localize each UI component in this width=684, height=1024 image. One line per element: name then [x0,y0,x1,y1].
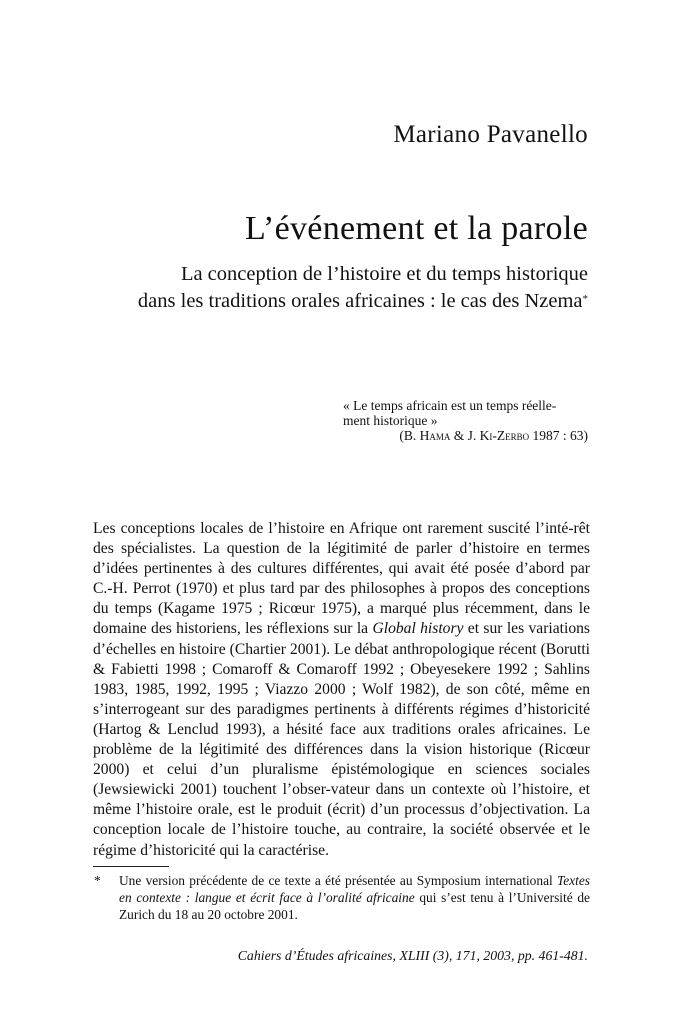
footnote-text-part-1: Une version précédente de ce texte a été présentée au Symposium international [119,873,558,888]
body-text-part-1: Les conceptions locales de l’histoire en Afrique ont rarement suscité l’inté-rêt des spécialistes. La question de la légitimité de parler d’histoire en termes d’idées pertinentes à des cultures différentes, qui avait été posée d’abord par C.-H. Perrot (1970) et plus tard par des philosophes à propos des conceptions du temps (Kagame 1975 ; Ricœur 1975), a marqué plus récemment, dans le domaine des historiens, les réflexions sur la [93,520,590,638]
epigraph-source-open: (B. [399,428,420,443]
epigraph-quote-line-1: « Le temps africain est un temps réelle- [343,398,557,413]
subtitle-footnote-mark[interactable]: * [582,293,588,305]
epigraph-source-close: 1987 : 63) [529,428,588,443]
article-title: L’événement et la parole [245,210,588,247]
epigraph-author-1: Hama [419,428,451,443]
epigraph-source [343,428,588,443]
article-subtitle [28,262,588,314]
author-name: Mariano Pavanello [393,121,588,148]
subtitle-line-2: dans les traditions orales africaines : le cas des Nzema [137,290,583,312]
footnote-mark: * [94,873,101,888]
epigraph-quote-line-2: ment historique » [343,413,438,428]
body-paragraph [93,519,590,861]
body-text-part-2: et sur les variations d’échelles en histoire (Chartier 2001). Le débat anthropologique récent (Borutti & Fabietti 1998 ; Comaroff & Comaroff 1992 ; Obeyesekere 1992 ; Sahlins 1983, 1985, 1992, 1995 ; Viazzo 2000 ; Wolf 1982), de son côté, même en s’interrogeant sur des paradigmes pertinents à différents régimes d’historicité (Hartog & Lenclud 1993), a hésité face aux traditions orales africaines. Le problème de la légitimité des différences dans la vision historique (Ricœur 2000) et celui d’un pluralisme épistémologique en sciences sociales (Jewsiewicki 2001) touchent l’obser-vateur dans un contexte où l’histoire, et même l’histoire orale, est le produit (écrit) d’un processus d’objectivation. La conception locale de l’histoire touche, au contraire, la société observée et le régime d’historicité qui la caractérise. [93,620,590,859]
epigraph-source-mid: & J. [450,428,480,443]
body-italic-term: Global history [372,620,464,638]
footnote-italic-title: Textes en contexte : langue et écrit face à l’oralité africaine [119,873,590,905]
epigraph-quote [343,398,588,428]
footnote-text [119,873,590,923]
epigraph-author-2: Ki-Zerbo [479,428,530,443]
footnote-text-part-2: qui s’est tenu à l’Université de Zurich du 18 au 20 octobre 2001. [119,889,590,922]
footnote [93,873,590,923]
subtitle-line-1: La conception de l’histoire et du temps historique [180,263,588,285]
journal-citation: Cahiers d’Études africaines, XLIII (3), 171, 2003, pp. 461-481. [237,948,588,963]
epigraph [343,398,588,443]
footnote-separator [93,866,169,867]
